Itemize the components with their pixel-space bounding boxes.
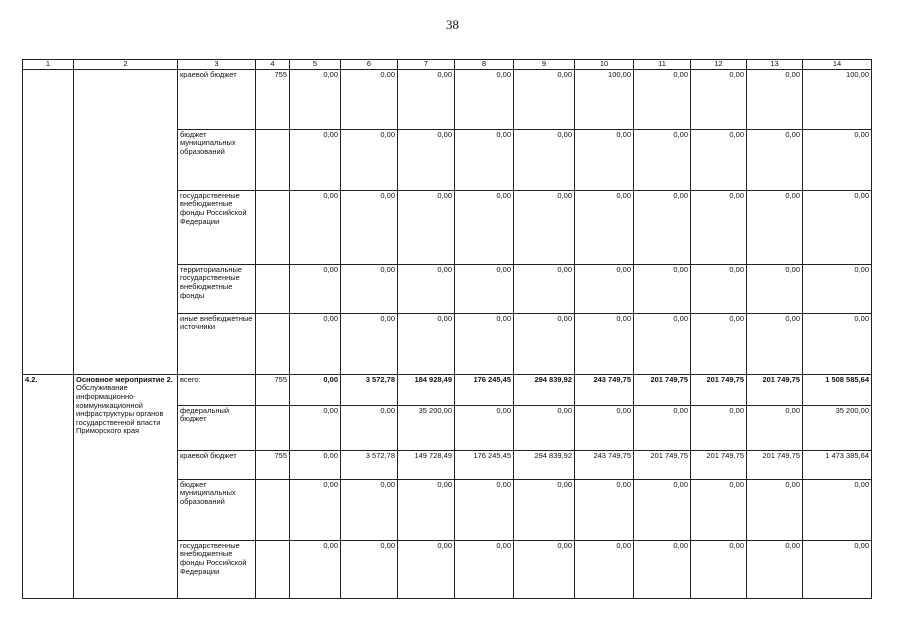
value-cell: 0,00 bbox=[691, 540, 747, 598]
code-cell: 755 bbox=[256, 69, 290, 129]
column-header: 9 bbox=[514, 60, 575, 70]
value-cell: 1 473 385,64 bbox=[803, 450, 872, 479]
value-cell: 0,00 bbox=[398, 129, 455, 190]
value-cell: 0,00 bbox=[691, 313, 747, 374]
column-header: 13 bbox=[747, 60, 803, 70]
value-cell: 100,00 bbox=[803, 69, 872, 129]
activity-name-cell bbox=[74, 374, 178, 598]
value-cell: 0,00 bbox=[634, 405, 691, 450]
value-cell: 0,00 bbox=[398, 479, 455, 540]
value-cell: 176 245,45 bbox=[455, 450, 514, 479]
value-cell: 0,00 bbox=[455, 313, 514, 374]
value-cell: 0,00 bbox=[341, 405, 398, 450]
value-cell: 0,00 bbox=[634, 313, 691, 374]
value-cell: 294 839,92 bbox=[514, 450, 575, 479]
value-cell: 0,00 bbox=[691, 405, 747, 450]
value-cell: 0,00 bbox=[290, 190, 341, 264]
value-cell: 0,00 bbox=[803, 190, 872, 264]
code-cell bbox=[256, 129, 290, 190]
column-header: 3 bbox=[178, 60, 256, 70]
value-cell: 0,00 bbox=[290, 264, 341, 313]
value-cell: 0,00 bbox=[575, 540, 634, 598]
value-cell: 0,00 bbox=[691, 190, 747, 264]
table-header-row bbox=[23, 60, 872, 70]
column-header: 8 bbox=[455, 60, 514, 70]
value-cell: 0,00 bbox=[691, 264, 747, 313]
funding-source-cell: государственные внебюджетные фонды Российской Федерации bbox=[178, 190, 256, 264]
value-cell: 243 749,75 bbox=[575, 374, 634, 405]
value-cell: 0,00 bbox=[747, 313, 803, 374]
value-cell: 0,00 bbox=[290, 69, 341, 129]
code-cell bbox=[256, 190, 290, 264]
code-cell bbox=[256, 264, 290, 313]
value-cell: 201 749,75 bbox=[747, 450, 803, 479]
value-cell: 0,00 bbox=[514, 405, 575, 450]
value-cell: 0,00 bbox=[341, 129, 398, 190]
column-header: 2 bbox=[74, 60, 178, 70]
value-cell: 0,00 bbox=[341, 264, 398, 313]
funding-source-cell: федеральный бюджет bbox=[178, 405, 256, 450]
value-cell: 0,00 bbox=[634, 69, 691, 129]
funding-source-cell: краевой бюджет bbox=[178, 450, 256, 479]
value-cell: 0,00 bbox=[514, 479, 575, 540]
value-cell: 0,00 bbox=[398, 190, 455, 264]
value-cell: 0,00 bbox=[575, 405, 634, 450]
funding-source-cell: всего: bbox=[178, 374, 256, 405]
column-header: 1 bbox=[23, 60, 74, 70]
value-cell: 0,00 bbox=[341, 69, 398, 129]
column-header: 5 bbox=[290, 60, 341, 70]
value-cell: 0,00 bbox=[575, 313, 634, 374]
value-cell: 149 728,49 bbox=[398, 450, 455, 479]
value-cell: 0,00 bbox=[691, 479, 747, 540]
code-cell bbox=[256, 540, 290, 598]
value-cell: 35 200,00 bbox=[398, 405, 455, 450]
value-cell: 0,00 bbox=[803, 313, 872, 374]
value-cell: 0,00 bbox=[290, 129, 341, 190]
value-cell: 201 749,75 bbox=[634, 374, 691, 405]
funding-source-cell: бюджет муниципальных образований bbox=[178, 129, 256, 190]
empty-name-cell bbox=[74, 69, 178, 374]
value-cell: 0,00 bbox=[691, 129, 747, 190]
column-header: 14 bbox=[803, 60, 872, 70]
code-cell bbox=[256, 313, 290, 374]
value-cell: 0,00 bbox=[341, 190, 398, 264]
value-cell: 0,00 bbox=[747, 69, 803, 129]
value-cell: 3 572,78 bbox=[341, 374, 398, 405]
value-cell: 0,00 bbox=[575, 479, 634, 540]
table-row bbox=[23, 374, 872, 405]
code-cell: 755 bbox=[256, 450, 290, 479]
value-cell: 0,00 bbox=[575, 190, 634, 264]
value-cell: 0,00 bbox=[398, 540, 455, 598]
value-cell: 201 749,75 bbox=[691, 450, 747, 479]
value-cell: 0,00 bbox=[514, 540, 575, 598]
value-cell: 0,00 bbox=[691, 69, 747, 129]
value-cell: 0,00 bbox=[455, 264, 514, 313]
funding-source-cell: бюджет муниципальных образований bbox=[178, 479, 256, 540]
value-cell: 0,00 bbox=[514, 129, 575, 190]
value-cell: 35 200,00 bbox=[803, 405, 872, 450]
table-row bbox=[23, 69, 872, 129]
value-cell: 0,00 bbox=[747, 540, 803, 598]
value-cell: 0,00 bbox=[455, 69, 514, 129]
value-cell: 0,00 bbox=[575, 129, 634, 190]
value-cell: 0,00 bbox=[514, 69, 575, 129]
value-cell: 0,00 bbox=[290, 374, 341, 405]
value-cell: 294 839,92 bbox=[514, 374, 575, 405]
value-cell: 0,00 bbox=[803, 479, 872, 540]
code-cell bbox=[256, 479, 290, 540]
value-cell: 0,00 bbox=[290, 540, 341, 598]
empty-number-cell bbox=[23, 69, 74, 374]
column-header: 6 bbox=[341, 60, 398, 70]
value-cell: 0,00 bbox=[514, 264, 575, 313]
value-cell: 243 749,75 bbox=[575, 450, 634, 479]
value-cell: 0,00 bbox=[514, 313, 575, 374]
page-number: 38 bbox=[446, 17, 459, 32]
table-body bbox=[23, 60, 872, 599]
value-cell: 0,00 bbox=[747, 129, 803, 190]
value-cell: 0,00 bbox=[803, 264, 872, 313]
value-cell: 1 508 585,64 bbox=[803, 374, 872, 405]
funding-source-cell: краевой бюджет bbox=[178, 69, 256, 129]
column-header: 11 bbox=[634, 60, 691, 70]
column-header: 7 bbox=[398, 60, 455, 70]
value-cell: 0,00 bbox=[634, 264, 691, 313]
value-cell: 0,00 bbox=[747, 479, 803, 540]
value-cell: 0,00 bbox=[398, 69, 455, 129]
value-cell: 0,00 bbox=[747, 190, 803, 264]
value-cell: 0,00 bbox=[341, 540, 398, 598]
value-cell: 0,00 bbox=[455, 190, 514, 264]
value-cell: 0,00 bbox=[575, 264, 634, 313]
funding-source-cell: иные внебюджетные источники bbox=[178, 313, 256, 374]
activity-description: Обслуживание информационно-коммуникационной инфраструктуры органов государственной власти Приморского края bbox=[76, 383, 164, 436]
value-cell: 0,00 bbox=[634, 540, 691, 598]
value-cell: 0,00 bbox=[290, 313, 341, 374]
value-cell: 3 572,78 bbox=[341, 450, 398, 479]
value-cell: 0,00 bbox=[747, 264, 803, 313]
value-cell: 0,00 bbox=[803, 540, 872, 598]
column-header: 12 bbox=[691, 60, 747, 70]
value-cell: 0,00 bbox=[634, 129, 691, 190]
column-header: 4 bbox=[256, 60, 290, 70]
value-cell: 201 749,75 bbox=[634, 450, 691, 479]
value-cell: 0,00 bbox=[290, 450, 341, 479]
value-cell: 0,00 bbox=[634, 479, 691, 540]
value-cell: 0,00 bbox=[341, 479, 398, 540]
budget-table bbox=[22, 59, 872, 599]
value-cell: 0,00 bbox=[514, 190, 575, 264]
value-cell: 201 749,75 bbox=[691, 374, 747, 405]
code-cell bbox=[256, 405, 290, 450]
value-cell: 184 928,49 bbox=[398, 374, 455, 405]
value-cell: 100,00 bbox=[575, 69, 634, 129]
value-cell: 0,00 bbox=[455, 129, 514, 190]
value-cell: 0,00 bbox=[747, 405, 803, 450]
value-cell: 0,00 bbox=[398, 264, 455, 313]
value-cell: 0,00 bbox=[455, 479, 514, 540]
value-cell: 0,00 bbox=[341, 313, 398, 374]
value-cell: 0,00 bbox=[398, 313, 455, 374]
value-cell: 176 245,45 bbox=[455, 374, 514, 405]
activity-title: Основное мероприятие 2. bbox=[76, 374, 173, 384]
value-cell: 0,00 bbox=[290, 479, 341, 540]
column-header: 10 bbox=[575, 60, 634, 70]
code-cell: 755 bbox=[256, 374, 290, 405]
value-cell: 0,00 bbox=[803, 129, 872, 190]
value-cell: 0,00 bbox=[455, 405, 514, 450]
funding-source-cell: государственные внебюджетные фонды Российской Федерации bbox=[178, 540, 256, 598]
activity-number: 4.2. bbox=[23, 374, 74, 598]
funding-source-cell: территориальные государственные внебюджетные фонды bbox=[178, 264, 256, 313]
value-cell: 201 749,75 bbox=[747, 374, 803, 405]
value-cell: 0,00 bbox=[290, 405, 341, 450]
value-cell: 0,00 bbox=[455, 540, 514, 598]
value-cell: 0,00 bbox=[634, 190, 691, 264]
